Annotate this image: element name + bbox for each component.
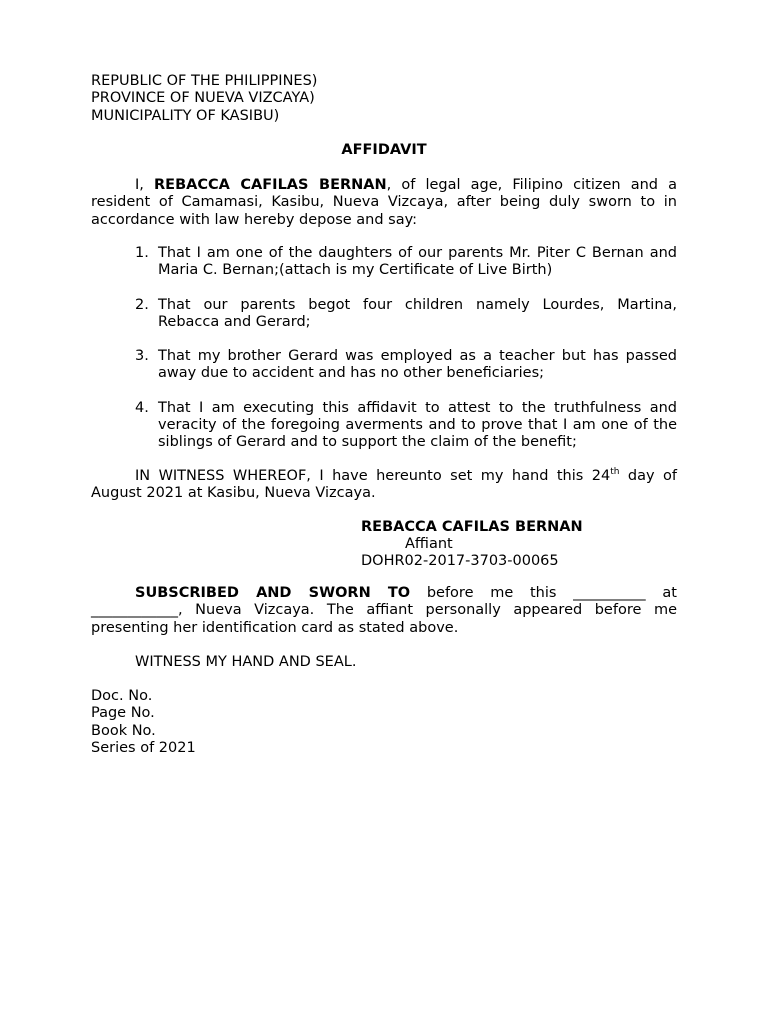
venue-republic: REPUBLIC OF THE PHILIPPINES): [91, 73, 318, 89]
jurat-line-2: ____________, Nueva Vizcaya. The affiant personally appeared before me: [91, 602, 677, 619]
signatory-role: Affiant: [405, 536, 453, 552]
document-title: AFFIDAVIT: [341, 142, 427, 158]
doc-number-label: Doc. No.: [91, 688, 153, 704]
seal-statement: WITNESS MY HAND AND SEAL.: [135, 654, 357, 670]
series-label: Series of 2021: [91, 739, 196, 756]
list-item-number: 3.: [135, 348, 149, 365]
witness-paragraph: [91, 468, 677, 503]
venue-province: PROVINCE OF NUEVA VIZCAYA): [91, 90, 315, 107]
list-item: [91, 297, 677, 332]
witness-text-start: IN WITNESS WHEREOF, I have hereunto set my hand this 24: [135, 468, 611, 484]
signatory-id-number: DOHR02-2017-3703-00065: [361, 553, 559, 569]
jurat-line-1-rest: before me this __________ at: [410, 585, 677, 601]
book-number-label: Book No.: [91, 722, 156, 739]
venue-header: [91, 73, 677, 125]
venue-municipality: MUNICIPALITY OF KASIBU): [91, 107, 280, 124]
jurat-line-1: [91, 585, 677, 602]
list-item-number: 1.: [135, 245, 149, 261]
notarial-register: [91, 688, 677, 757]
jurat-line-3: presenting her identification card as stated above.: [91, 619, 459, 636]
intro-prefix: I,: [135, 177, 154, 193]
list-item-number: 2.: [135, 296, 149, 313]
day-ordinal-suffix: th: [610, 467, 620, 477]
witness-text-end: day of August 2021 at Kasibu, Nueva Vizcaya.: [91, 468, 677, 502]
list-item: [91, 348, 677, 383]
intro-text: , of legal age, Filipino citizen and a resident of Camamasi, Kasibu, Nueva Vizcaya, after being duly sworn to in accordance with law hereby depose and say:: [91, 177, 677, 228]
statements-list: [91, 245, 677, 452]
list-item-text: That our parents begot four children namely Lourdes, Martina, Rebacca and Gerard;: [158, 296, 677, 330]
signatory-name: REBACCA CAFILAS BERNAN: [361, 519, 583, 535]
list-item-text: That I am one of the daughters of our parents Mr. Piter C Bernan and Maria C. Bernan;(attach is my Certificate of Live Birth): [158, 245, 677, 279]
list-item-text: That I am executing this affidavit to attest to the truthfulness and veracity of the foregoing averments and to prove that I am one of the siblings of Gerard and to support the claim of the benefit;: [158, 399, 677, 451]
list-item: [91, 245, 677, 280]
page-number-label: Page No.: [91, 705, 155, 722]
jurat-heading: SUBSCRIBED AND SWORN TO: [135, 585, 411, 601]
affiant-name: REBACCA CAFILAS BERNAN: [154, 177, 387, 193]
list-item-number: 4.: [135, 399, 149, 416]
list-item-text: That my brother Gerard was employed as a teacher but has passed away due to accident and has no other beneficiaries;: [158, 348, 677, 382]
intro-paragraph: [91, 177, 677, 229]
list-item: [91, 400, 677, 452]
jurat-paragraph: [91, 585, 677, 637]
